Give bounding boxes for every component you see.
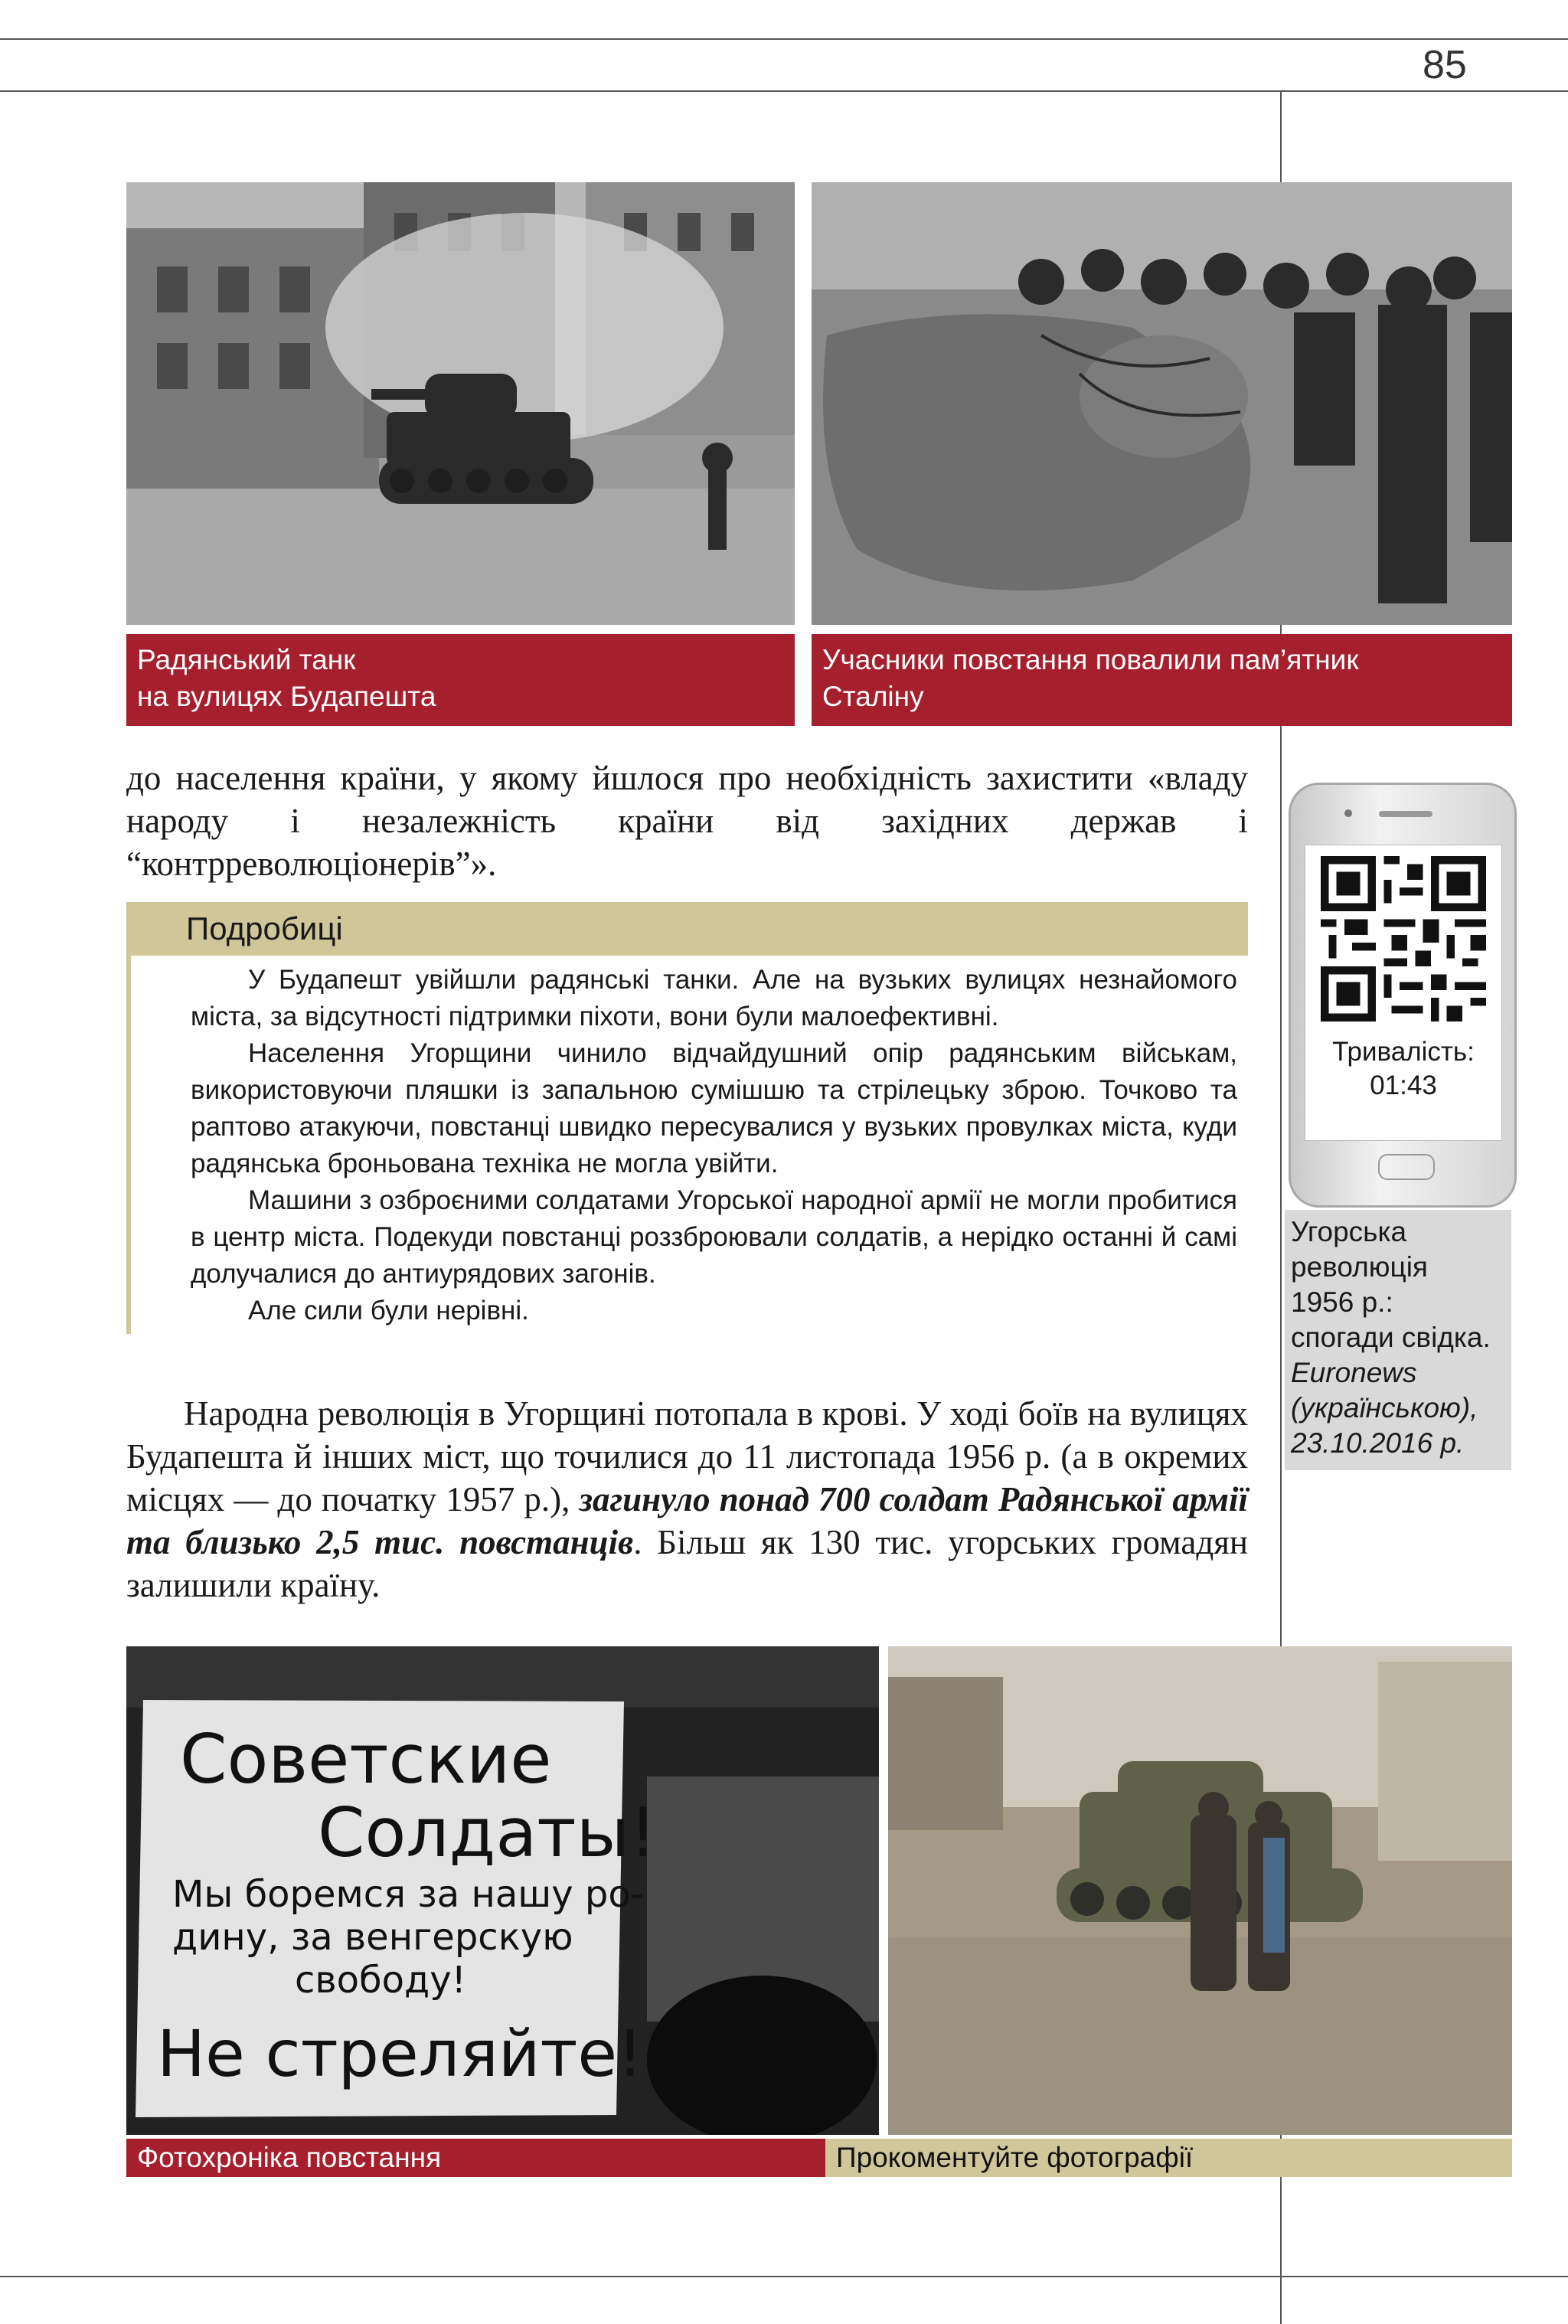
details-paragraph-4: Але сили були нерівні. — [248, 1296, 529, 1325]
duration-value: 01:43 — [1370, 1070, 1437, 1100]
poster-line5: свободу! — [295, 1959, 466, 2002]
video-side-note — [1285, 1210, 1511, 1470]
side-note-line1: Угорська — [1291, 1216, 1407, 1247]
side-note-language: (українською), — [1291, 1392, 1478, 1423]
header-rule — [0, 90, 1568, 92]
bottom-rule — [0, 2276, 1568, 2277]
paragraph-1-text: до населення країни, у якому йшлося про необхідність захистити «владу народу і незалежність країни від західних держав і “контрреволюціонерів”». — [126, 759, 1248, 883]
statue-caption-line1: Учасники повстання повалили пам’ятник — [822, 644, 1359, 675]
poster-photo — [126, 1646, 879, 2135]
details-paragraph-3: Машини з озброєними солдатами Угорської народної армії не могли пробитися в центр міста. Подекуди повстанці роззброювали солдатів, а нерідко останні й самі долучалися до антиурядових загонів. — [191, 1185, 1237, 1289]
tank-photo — [126, 182, 795, 625]
side-note-date: 23.10.2016 р. — [1291, 1427, 1465, 1459]
chronicle-caption: Фотохроніка повстання — [126, 2139, 825, 2177]
comment-caption: Прокоментуйте фотографії — [825, 2139, 1512, 2177]
paragraph-2-emphasis: загинуло понад 700 солдат Радянської армії та близько 2,5 тис. повстанців — [126, 1480, 1248, 1561]
top-rule — [0, 38, 1568, 40]
details-box — [126, 902, 1248, 1334]
details-body — [126, 956, 1248, 1334]
tank-caption-line1: Радянський танк — [137, 644, 356, 675]
side-note-line2: революція — [1291, 1251, 1428, 1283]
qr-code-icon[interactable] — [1321, 856, 1486, 1021]
side-note-source: Euronews — [1291, 1357, 1417, 1388]
paragraph-2 — [126, 1392, 1248, 1607]
side-note-line3: 1956 р.: — [1291, 1286, 1393, 1318]
page-number: 85 — [1423, 43, 1467, 87]
phone-screen — [1305, 845, 1502, 1141]
tank-caption-line2: на вулицях Будапешта — [137, 681, 436, 712]
details-paragraph-2: Населення Угорщини чинило відчайдушний опір радянським військам, використовуючи пляшки із запальною сумішшю та стрілецьку зброю. Точково та раптово атакуючи, повстанці швидко пересувалися у вузьких провулках міста, куди радянська броньована техніка не могла увійти. — [191, 1038, 1237, 1178]
poster-line4: дину, за венгерскую — [172, 1916, 573, 1959]
statue-caption-line2: Сталіну — [822, 681, 924, 712]
poster-line1: Советские — [180, 1720, 552, 1799]
body-paragraph-2 — [126, 1392, 1248, 1607]
poster-line3: Мы боремся за нашу ро- — [172, 1873, 645, 1916]
details-title: Подробиці — [126, 902, 1248, 956]
paragraph-2-part-a: Народна революція в Угорщині потопала в крові. У ході боїв на вулицях Будапешта й інших міст, що точилися до 11 листопада 1956 р. (а в окремих місцях — до початку 1957 р.), — [126, 1394, 1248, 1518]
phone-qr-widget[interactable] — [1289, 783, 1517, 1208]
poster-line2: Солдаты! — [318, 1793, 657, 1872]
details-paragraph-1: У Будапешт увійшли радянські танки. Але на вузьких вулицях незнайомого міста, за відсутності підтримки піхоти, вони були малоефективні. — [191, 965, 1237, 1031]
phone-speaker-icon — [1379, 811, 1432, 817]
paragraph-2-part-c: . Більш як 130 тис. угорських громадян залишили країну. — [126, 1523, 1248, 1604]
phone-camera-icon — [1344, 809, 1352, 817]
phone-home-button — [1378, 1154, 1435, 1180]
side-note-line4: спогади свідка. — [1291, 1322, 1491, 1353]
statue-caption — [812, 634, 1512, 726]
poster-line6: Не стреляйте! — [157, 2016, 643, 2091]
statue-photo — [812, 182, 1512, 625]
tank-caption — [126, 634, 795, 726]
duration-label: Тривалість: — [1332, 1037, 1475, 1067]
armored-vehicle-photo — [888, 1646, 1512, 2135]
body-paragraph-1 — [126, 757, 1248, 885]
